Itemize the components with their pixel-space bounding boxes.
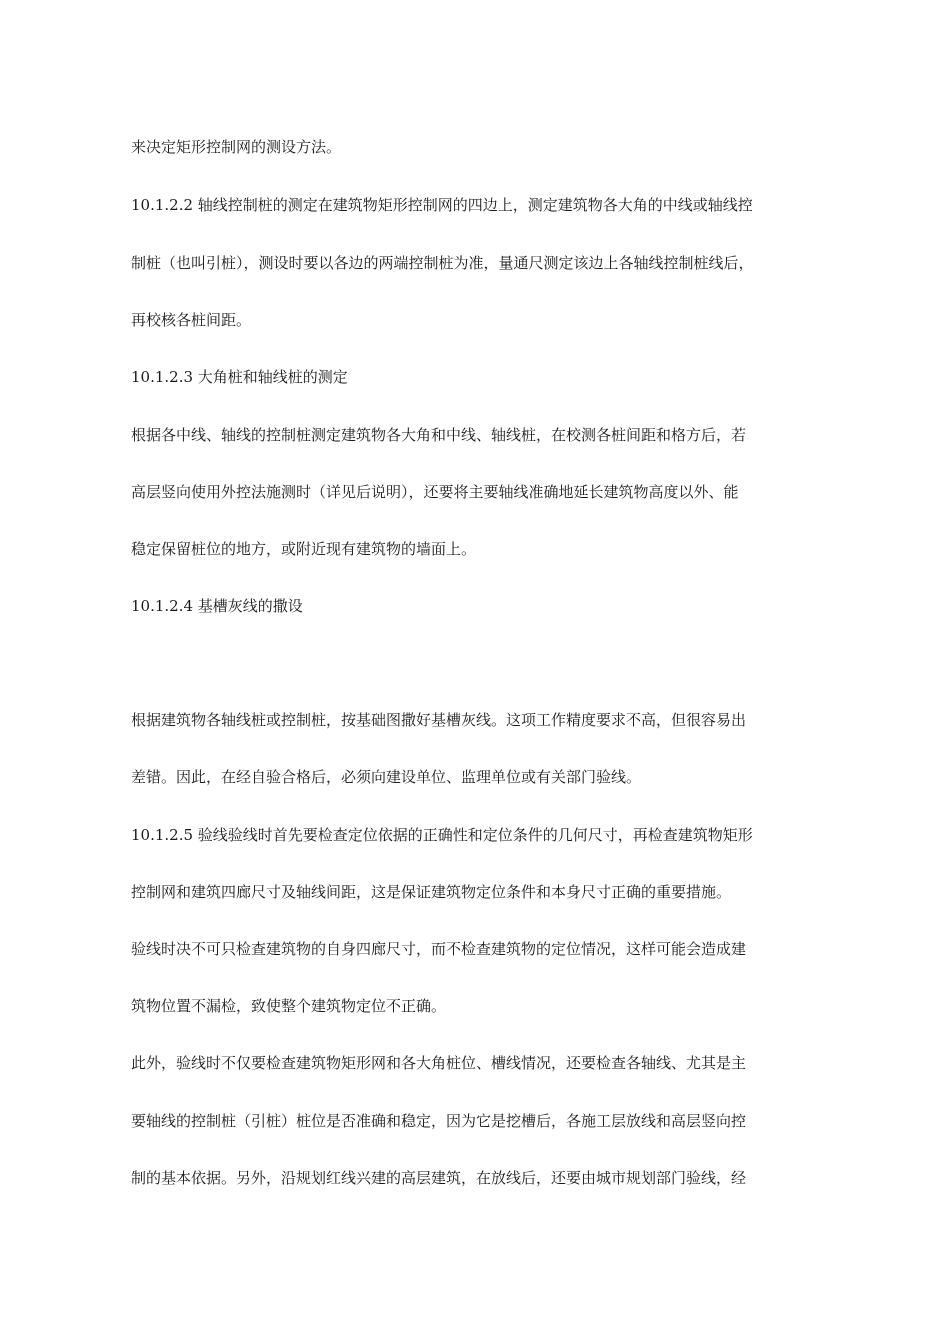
text-line: 来决定矩形控制网的测设方法。 <box>131 138 342 156</box>
text-line: 差错。因此，在经自验合格后，必须向建设单位、监理单位或有关部门验线。 <box>131 768 642 786</box>
section-heading: 10.1.2.4 基槽灰线的撒设 <box>131 597 303 615</box>
text-line: 制桩（也叫引桩），测设时要以各边的两端控制桩为准，量通尺测定该边上各轴线控制桩线后， <box>131 254 754 272</box>
text-line: 再校核各桩间距。 <box>131 311 252 329</box>
text-line: 10.1.2.5 验线验线时首先要检查定位依据的正确性和定位条件的几何尺寸，再检查建筑物矩形 <box>131 826 753 844</box>
text-line: 筑物位置不漏检，致使整个建筑物定位不正确。 <box>131 997 447 1015</box>
text-line: 要轴线的控制桩（引桩）桩位是否准确和稳定，因为它是挖槽后，各施工层放线和高层竖向控 <box>131 1112 747 1130</box>
text-line: 控制网和建筑四廊尺寸及轴线间距，这是保证建筑物定位条件和本身尺寸正确的重要措施。 <box>131 883 732 901</box>
text-line: 验线时决不可只检查建筑物的自身四廊尺寸，而不检查建筑物的定位情况，这样可能会造成建 <box>131 940 747 958</box>
text-line: 10.1.2.2 轴线控制桩的测定在建筑物矩形控制网的四边上，测定建筑物各大角的中线或轴线控 <box>131 196 753 214</box>
text-line: 制的基本依据。另外，沿规划红线兴建的高层建筑，在放线后，还要由城市规划部门验线，经 <box>131 1169 747 1187</box>
text-line: 此外，验线时不仅要检查建筑物矩形网和各大角桩位、槽线情况，还要检查各轴线、尤其是主 <box>131 1054 747 1072</box>
text-line: 根据各中线、轴线的控制桩测定建筑物各大角和中线、轴线桩，在校测各桩间距和格方后，若 <box>131 426 747 444</box>
section-heading: 10.1.2.3 大角桩和轴线桩的测定 <box>131 368 348 386</box>
text-line: 稳定保留桩位的地方，或附近现有建筑物的墙面上。 <box>131 540 477 558</box>
text-line: 高层竖向使用外控法施测时（详见后说明），还要将主要轴线准确地延长建筑物高度以外、能 <box>131 483 739 501</box>
text-line: 根据建筑物各轴线桩或控制桩，按基础图撒好基槽灰线。这项工作精度要求不高，但很容易出 <box>131 711 747 729</box>
